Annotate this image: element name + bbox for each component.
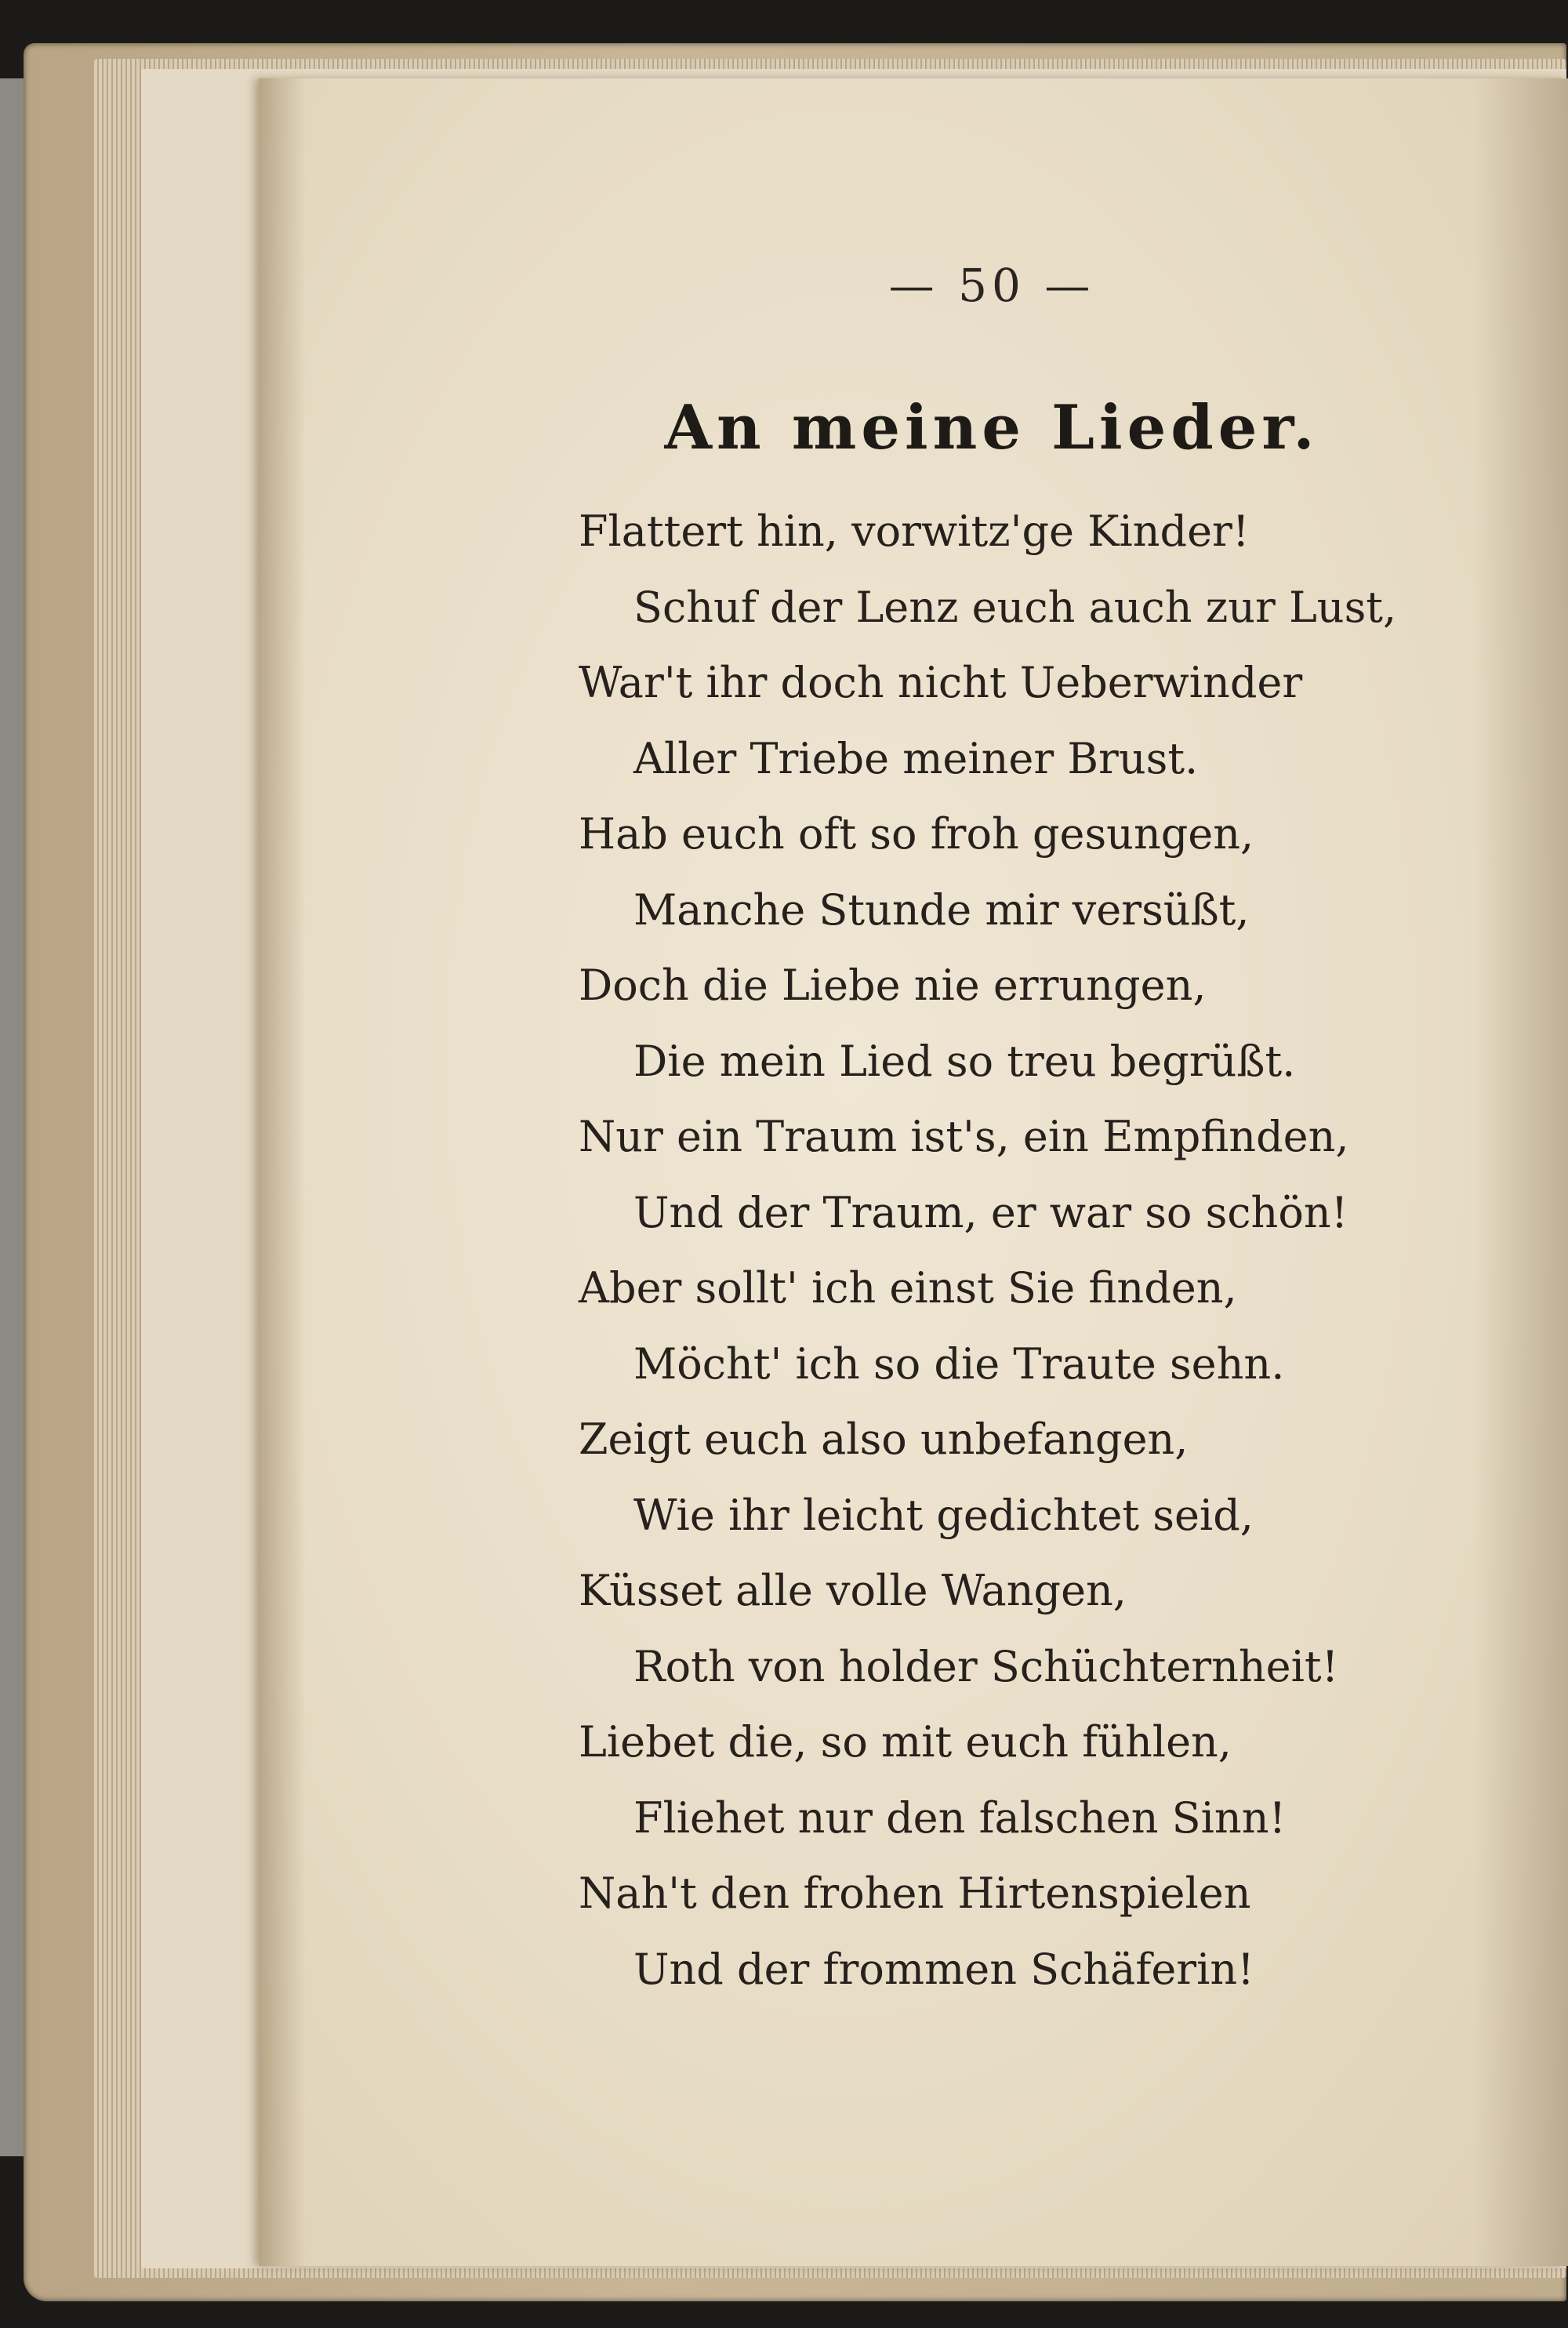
poem-line: Nur ein Traum ist's, ein Empfinden, — [579, 1112, 1349, 1161]
poem-body — [579, 494, 1551, 2007]
poem-line: Hab euch oft so froh gesungen, — [579, 809, 1254, 859]
poem-line: Roth von holder Schüchternheit! — [633, 1641, 1339, 1691]
poem-line: Zeigt euch also unbefangen, — [579, 1415, 1189, 1464]
poem-line: Möcht' ich so die Traute sehn. — [633, 1338, 1285, 1389]
poem-line: Wie ihr leicht gedichtet seid, — [633, 1490, 1254, 1540]
poem-line: Küsset alle volle Wangen, — [579, 1566, 1127, 1615]
poem-line: Und der Traum, er war so schön! — [633, 1187, 1348, 1237]
poem-line: Aller Triebe meiner Brust. — [633, 733, 1199, 783]
poem-line: Und der frommen Schäferin! — [633, 1944, 1254, 1994]
poem-line: Liebet die, so mit euch fühlen, — [579, 1717, 1232, 1767]
poem-line: Manche Stunde mir versüßt, — [633, 884, 1250, 935]
page-number: — 50 — — [888, 259, 1095, 312]
poem-line: Flattert hin, vorwitz'ge Kinder! — [579, 507, 1250, 556]
poem-line: Schuf der Lenz euch auch zur Lust, — [633, 582, 1397, 632]
poem-line: Doch die Liebe nie errungen, — [579, 961, 1207, 1010]
poem-title: An meine Lieder. — [664, 392, 1319, 463]
poem-line: Fliehet nur den falschen Sinn! — [633, 1792, 1287, 1843]
poem-line: Nah't den frohen Hirtenspielen — [579, 1869, 1251, 1918]
poem-line: Aber sollt' ich einst Sie finden, — [579, 1263, 1237, 1313]
poem-line: Die mein Lied so treu begrüßt. — [633, 1036, 1296, 1086]
poem-line: War't ihr doch nicht Ueberwinder — [579, 658, 1303, 707]
